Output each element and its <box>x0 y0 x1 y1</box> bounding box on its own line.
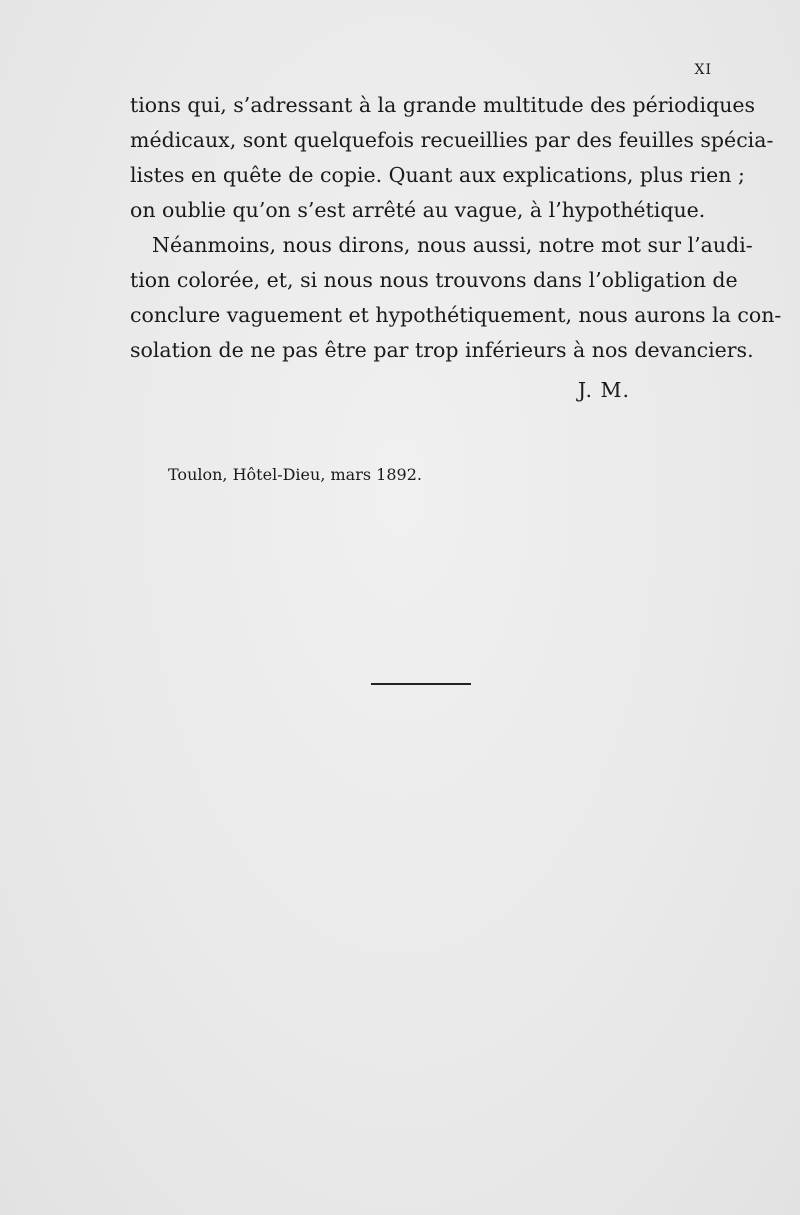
place-date: Toulon, Hôtel-Dieu, mars 1892. <box>168 465 422 484</box>
paragraph-1 <box>130 88 774 228</box>
page-number: XI <box>694 62 712 78</box>
paragraph-2 <box>130 228 782 368</box>
author-signature: J. M. <box>577 378 630 402</box>
body-text <box>130 88 782 368</box>
text-line: médicaux, sont quelquefois recueillies par des feuilles spécia- <box>130 128 774 152</box>
text-line: conclure vaguement et hypothétiquement, nous aurons la con- <box>130 303 782 327</box>
text-line: tion colorée, et, si nous nous trouvons dans l’obligation de <box>130 268 738 292</box>
divider-rule <box>371 683 471 685</box>
text-line: listes en quête de copie. Quant aux explications, plus rien ; <box>130 163 745 187</box>
text-line: solation de ne pas être par trop inférieurs à nos devanciers. <box>130 338 754 362</box>
text-line: on oublie qu’on s’est arrêté au vague, à l’hypothétique. <box>130 198 706 222</box>
text-line: tions qui, s’adressant à la grande multitude des périodiques <box>130 93 756 117</box>
text-line: Néanmoins, nous dirons, nous aussi, notre mot sur l’audi- <box>152 233 753 257</box>
